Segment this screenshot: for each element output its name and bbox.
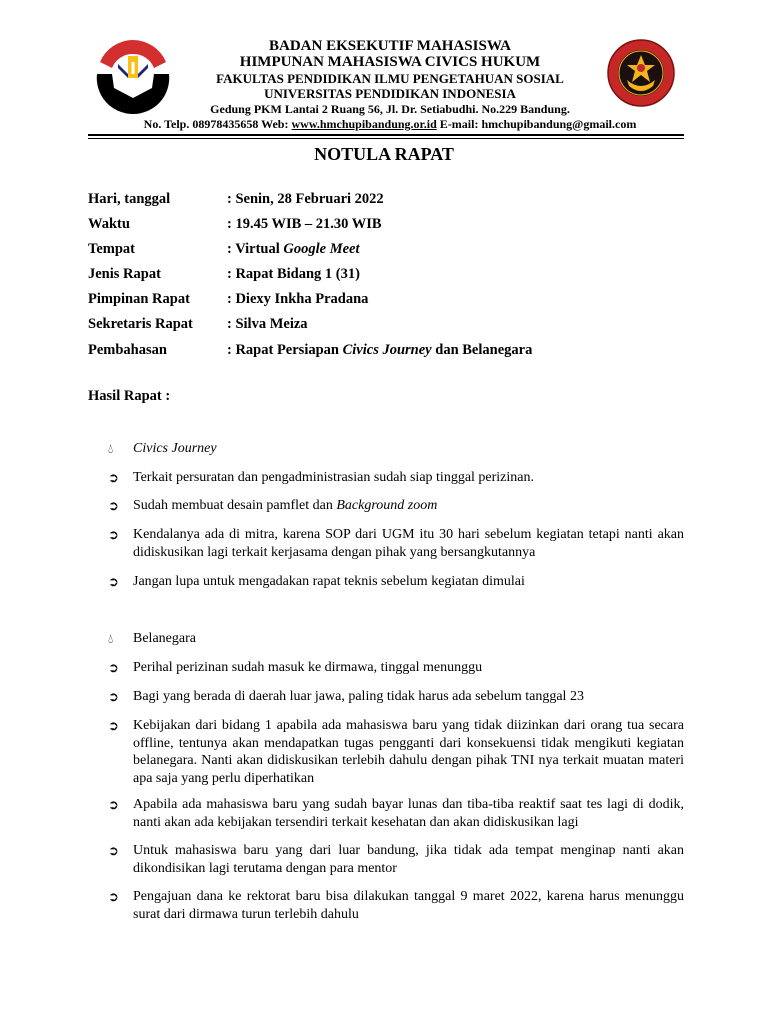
info-label: Hari, tanggal (88, 191, 171, 207)
list-item: ➲ Kendalanya ada di mitra, karena SOP dari UGM itu 30 hari sebelum kegiatan tetapi nanti akan didiskusikan lagi terkait kerjasama dengan pihak yang bersangkutannya (108, 527, 684, 560)
list-item: ➲ Apabila ada mahasiswa baru yang sudah bayar lunas dan tiba-tiba reaktif saat tes lagi di dodik, nanti akan ada kebijakan tersendiri terkait kesehatan dan akan didiskusikan lagi (108, 797, 684, 830)
arrow-right-circle-icon: ➲ (108, 843, 119, 858)
phone-text: No. Telp. 08978435658 Web: (143, 117, 292, 131)
list-item: ➲ Sudah membuat desain pamflet dan Background zoom (108, 498, 438, 513)
results-heading: Hasil Rapat : (88, 388, 171, 404)
contact-line (120, 117, 660, 132)
info-value: : Rapat Bidang 1 (31) (227, 266, 360, 282)
info-label: Pimpinan Rapat (88, 291, 190, 307)
faculty-line: FAKULTAS PENDIDIKAN ILMU PENGETAHUAN SOSIAL (216, 71, 564, 86)
arrow-right-circle-icon: ➲ (108, 660, 119, 675)
arrow-right-circle-icon: ➲ (108, 718, 119, 733)
info-value: : 19.45 WIB – 21.30 WIB (227, 216, 382, 232)
drop-icon: 💧︎ (108, 441, 114, 456)
info-label: Tempat (88, 241, 135, 257)
info-value: : Virtual Google Meet (227, 241, 360, 257)
email-text: E-mail: hmchupibandung@gmail.com (436, 117, 637, 131)
arrow-right-circle-icon: ➲ (108, 470, 119, 485)
university-line: UNIVERSITAS PENDIDIKAN INDONESIA (264, 86, 516, 101)
list-item: ➲ Kebijakan dari bidang 1 apabila ada mahasiswa baru yang tidak diizinkan dari orang tua secara offline, tentunya akan mendapatkan tugas pengganti dari konsekuensi tidak mengikuti kegiatan belanegara. Nanti akan didiskusikan terlebih dahulu dengan pihak TNI nya terkait muatan materi apa saja yang perlu diperhatikan (108, 718, 684, 786)
arrow-right-circle-icon: ➲ (108, 498, 119, 513)
list-item: ➲ Jangan lupa untuk mengadakan rapat teknis sebelum kegiatan dimulai (108, 574, 525, 589)
info-value: : Diexy Inkha Pradana (227, 291, 369, 307)
header-divider (88, 134, 684, 136)
info-label: Pembahasan (88, 342, 167, 358)
info-label: Waktu (88, 216, 130, 232)
info-value: : Silva Meiza (227, 316, 308, 332)
address-line: Gedung PKM Lantai 2 Ruang 56, Jl. Dr. Setiabudhi. No.229 Bandung. (210, 102, 570, 116)
section-heading: 💧︎ Belanegara (108, 631, 196, 646)
document-title: NOTULA RAPAT (314, 144, 454, 164)
org-name-line: HIMPUNAN MAHASISWA CIVICS HUKUM (239, 54, 541, 70)
list-item: ➲ Terkait persuratan dan pengadministrasian sudah siap tinggal perizinan. (108, 470, 535, 485)
list-item: ➲ Bagi yang berada di daerah luar jawa, paling tidak harus ada sebelum tanggal 23 (108, 689, 584, 704)
info-value: : Senin, 28 Februari 2022 (227, 191, 384, 207)
arrow-right-circle-icon: ➲ (108, 527, 119, 542)
header-divider (88, 138, 684, 139)
info-label: Sekretaris Rapat (88, 316, 193, 332)
section-heading: 💧︎ Civics Journey (108, 441, 217, 456)
website-link[interactable]: www.hmchupibandung.or.id (291, 117, 437, 131)
info-value: : Rapat Persiapan Civics Journey dan Belanegara (227, 342, 533, 358)
drop-icon: 💧︎ (108, 631, 114, 646)
info-label: Jenis Rapat (88, 266, 161, 282)
arrow-right-circle-icon: ➲ (108, 797, 119, 812)
arrow-right-circle-icon: ➲ (108, 689, 119, 704)
arrow-right-circle-icon: ➲ (108, 889, 119, 904)
list-item: ➲ Untuk mahasiswa baru yang dari luar bandung, jika tidak ada tempat menginap nanti akan dikondisikan lagi terutama dengan para mentor (108, 843, 684, 876)
list-item: ➲ Pengajuan dana ke rektorat baru bisa dilakukan tanggal 9 maret 2022, karena harus menunggu surat dari dirmawa turun terlebih dahulu (108, 889, 684, 922)
arrow-right-circle-icon: ➲ (108, 574, 119, 589)
list-item: ➲ Perihal perizinan sudah masuk ke dirmawa, tinggal menunggu (108, 660, 483, 675)
org-name-line: BADAN EKSEKUTIF MAHASISWA (269, 38, 511, 54)
